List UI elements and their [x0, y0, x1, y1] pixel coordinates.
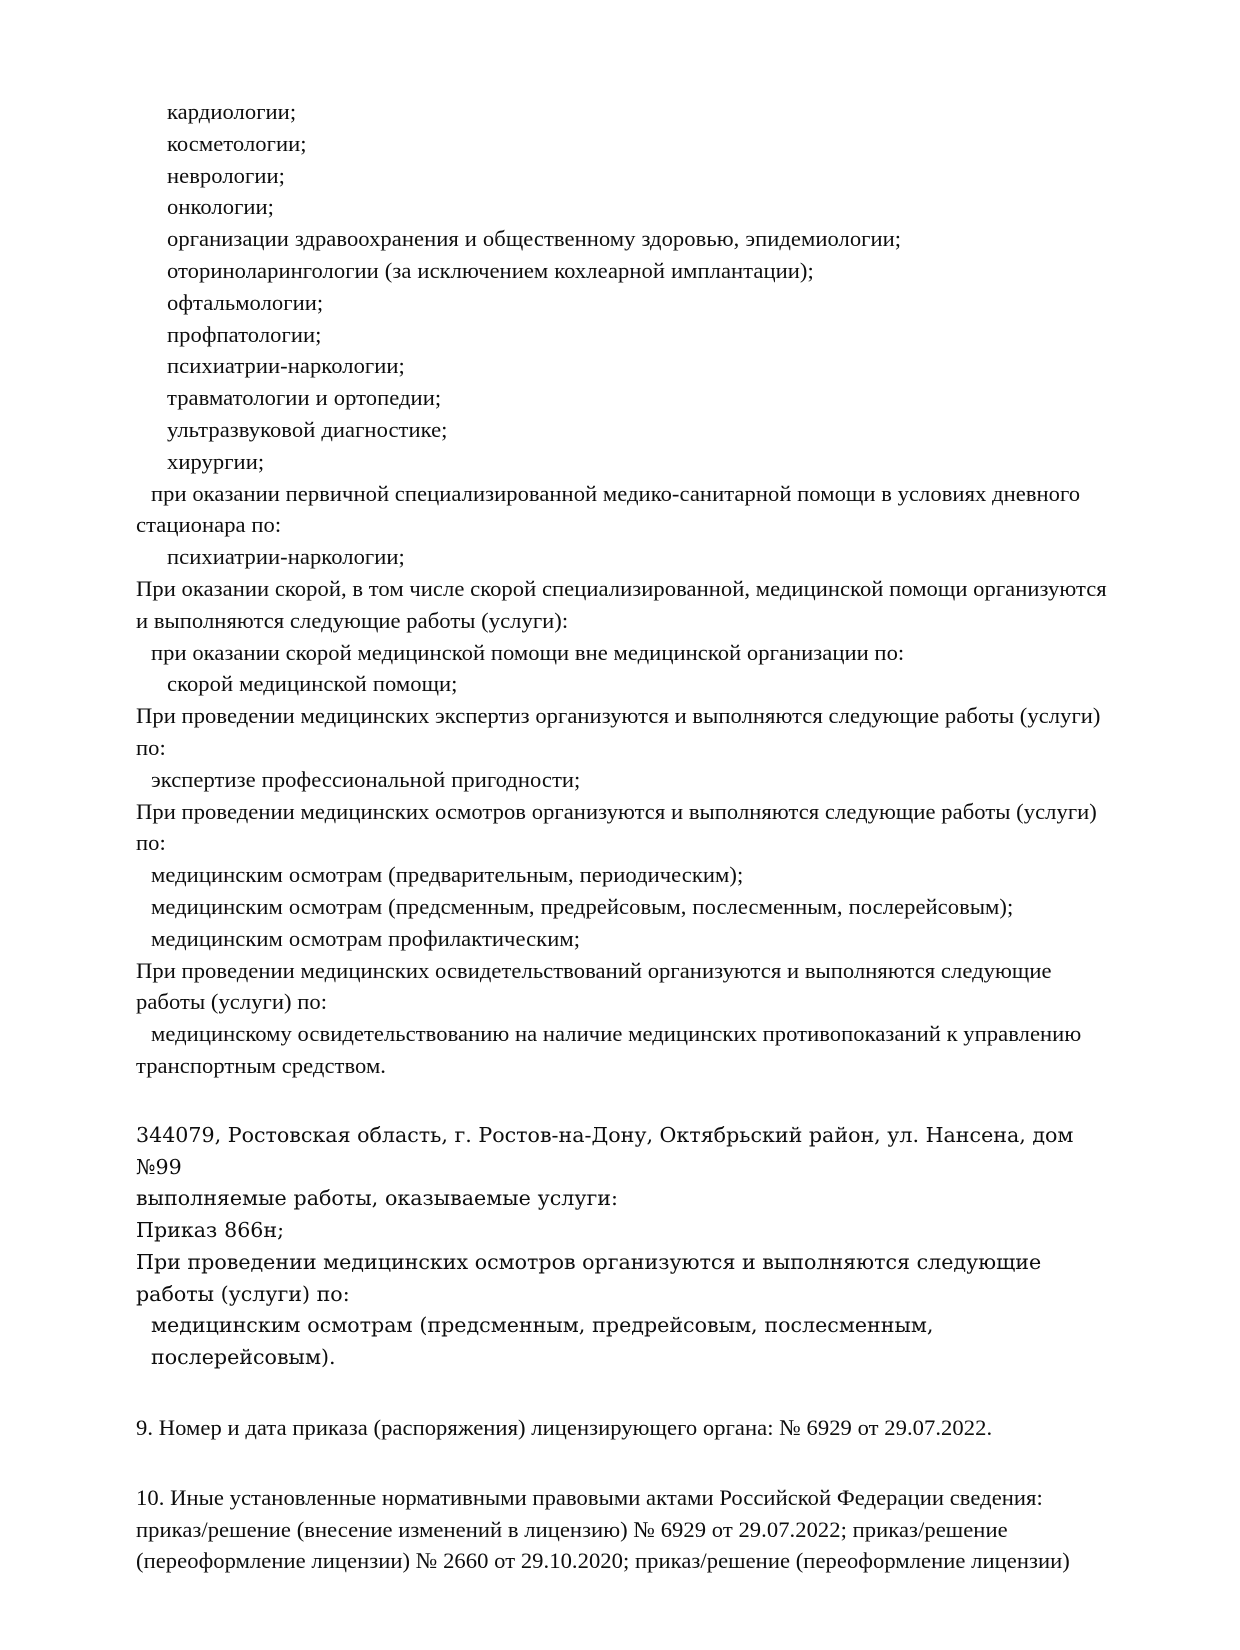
- spacer: [136, 1444, 1108, 1482]
- list-item: хирургии;: [167, 448, 265, 474]
- section-heading: При проведении медицинских освидетельствований организуются и выполняются следующие работы (услуги) по:: [136, 957, 1052, 1015]
- medical-examinations-section: [136, 796, 1108, 955]
- list-item: кардиологии;: [167, 99, 297, 124]
- list-item: организации здравоохранения и общественному здоровью, эпидемиологии;: [167, 226, 902, 252]
- section-10-other-information: 10. Иные установленные нормативными правовыми актами Российской Федерации сведения: приказ/решение (внесение изменений в лицензию) № 6929 от 29.07.2022; приказ/решение (переоформление лицензии) № 2660 от 29.10.2020; приказ/решение (переоформление лицензии): [136, 1484, 1070, 1574]
- specialties-list: [136, 96, 1108, 478]
- section-heading: При проведении медицинских осмотров организуются и выполняются следующие работы (услуги) по:: [136, 798, 1097, 856]
- section-heading: при оказании первичной специализированной медико-санитарной помощи в условиях дневного стационара по:: [136, 480, 1081, 538]
- medical-expertise-section: [136, 700, 1108, 795]
- address-section: [136, 1120, 1108, 1374]
- order-reference: Приказ 866н;: [136, 1218, 285, 1243]
- section-subheading: при оказании скорой медицинской помощи вне медицинской организации по:: [151, 639, 905, 665]
- list-item: медицинским осмотрам профилактическим;: [151, 925, 581, 951]
- facility-address: 344079, Ростовская область, г. Ростов-на-Дону, Октябрьский район, ул. Нансена, дом №99: [136, 1122, 1074, 1179]
- list-item: медицинским осмотрам (предварительным, периодическим);: [151, 862, 744, 888]
- list-item: офтальмологии;: [167, 289, 324, 315]
- list-item: оториноларингологии (за исключением кохлеарной имплантации);: [167, 257, 814, 283]
- list-item: медицинскому освидетельствованию на наличие медицинских противопоказаний к управлению транспортным средством.: [136, 1021, 1082, 1078]
- list-item: неврологии;: [167, 162, 285, 188]
- section-heading: При проведении медицинских осмотров организуются и выполняются следующие работы (услуги) по:: [136, 1249, 1042, 1306]
- document-body: [136, 96, 1108, 1577]
- list-item: профпатологии;: [167, 321, 322, 347]
- list-item: психиатрии-наркологии;: [167, 353, 405, 379]
- medical-attestations-section: [136, 955, 1108, 1082]
- list-item: экспертизе профессиональной пригодности;: [151, 766, 581, 792]
- spacer: [136, 1374, 1108, 1412]
- list-item: косметологии;: [167, 130, 307, 156]
- address-subtitle: выполняемые работы, оказываемые услуги:: [136, 1186, 618, 1211]
- spacer: [136, 1082, 1108, 1120]
- list-item: травматологии и ортопедии;: [167, 385, 442, 411]
- section-9-order-number-and-date: 9. Номер и дата приказа (распоряжения) лицензирующего органа: № 6929 от 29.07.2022.: [136, 1415, 993, 1441]
- section-heading: При проведении медицинских экспертиз организуются и выполняются следующие работы (услуги) по:: [136, 703, 1101, 760]
- section-heading: При оказании скорой, в том числе скорой специализированной, медицинской помощи организуются и выполняются следующие работы (услуги):: [136, 575, 1107, 633]
- list-item: медицинским осмотрам (предсменным, предрейсовым, послесменным, послерейсовым).: [151, 1313, 941, 1370]
- emergency-care-section: [136, 573, 1108, 700]
- list-item: онкологии;: [167, 194, 275, 220]
- list-item: психиатрии-наркологии;: [167, 544, 405, 570]
- day-hospital-section: [136, 478, 1108, 573]
- list-item: скорой медицинской помощи;: [167, 671, 458, 697]
- list-item: ультразвуковой диагностике;: [167, 416, 448, 442]
- list-item: медицинским осмотрам (предсменным, предрейсовым, послесменным, послерейсовым);: [151, 893, 1014, 919]
